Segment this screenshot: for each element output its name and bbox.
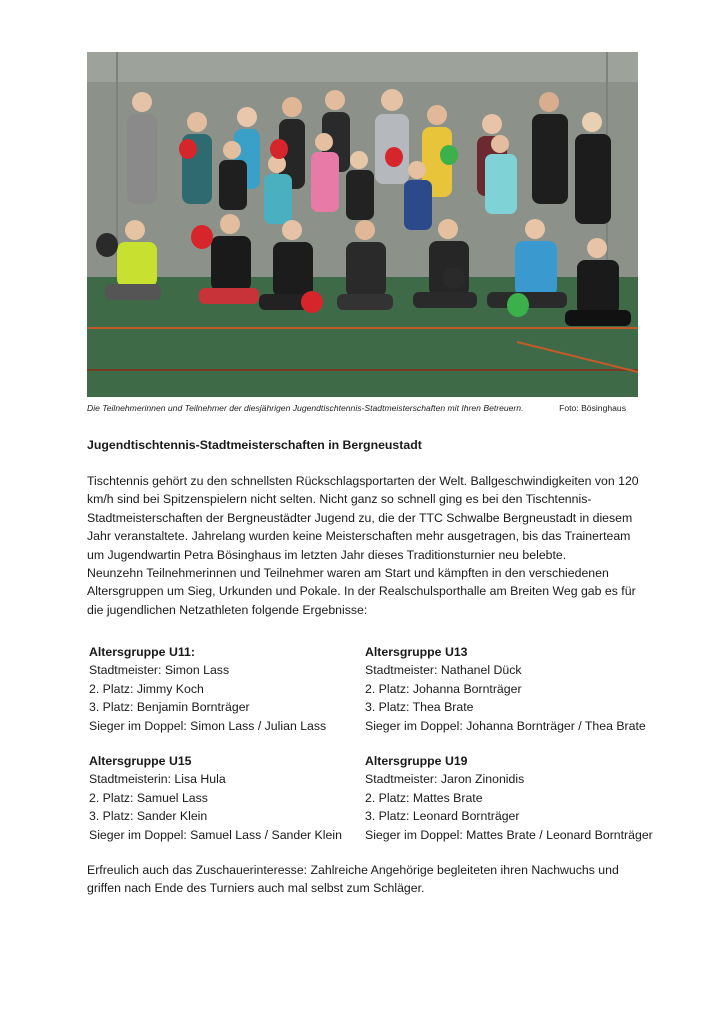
photo-caption xyxy=(87,403,638,414)
u13-champion: Stadtmeister: Nathanel Dück xyxy=(365,663,522,678)
group-photo-illustration xyxy=(87,52,638,397)
article-intro xyxy=(87,472,647,619)
second-paragraph: Neunzehn Teilnehmerinnen und Teilnehmer waren am Start und kämpften in den verschiedenen Altersgruppen um Sieg, Urkunden und Pokale. In der Realschulsporthalle am Breiten Weg gab es für die jugendlichen Netzathleten folgende Ergebnisse: xyxy=(87,566,636,617)
u11-heading: Altersgruppe U11: xyxy=(89,645,195,659)
u15-third: 3. Platz: Sander Klein xyxy=(89,809,208,824)
intro-paragraph: Tischtennis gehört zu den schnellsten Rückschlagsportarten der Welt. Ballgeschwindigkeiten von 120 km/h sind bei Spitzenspielern nicht selten. Nicht ganz so schnell ging es bei den Tischtennis-Stadtmeisterschaften der Bergneustädter Jugend zu, die der TTC Schwalbe Bergneustadt in diesem Jahr veranstaltete. Jahrelang wurden keine Meisterschaften mehr ausgetragen, bis das Trainerteam um Jugendwartin Petra Bösinghaus im letzten Jahr dieses Traditionsturnier neu belebte. xyxy=(87,474,639,562)
group-photo xyxy=(87,52,638,397)
u15-second: 2. Platz: Samuel Lass xyxy=(89,790,208,805)
results-u11 xyxy=(89,643,389,735)
u19-third: 3. Platz: Leonard Bornträger xyxy=(365,809,520,824)
u13-second: 2. Platz: Johanna Bornträger xyxy=(365,681,522,696)
u13-third: 3. Platz: Thea Brate xyxy=(365,700,474,715)
results-u15 xyxy=(89,752,389,844)
u15-champion: Stadtmeisterin: Lisa Hula xyxy=(89,772,226,787)
u19-second: 2. Platz: Mattes Brate xyxy=(365,790,483,805)
u11-champion: Stadtmeister: Simon Lass xyxy=(89,663,230,678)
u19-doubles: Sieger im Doppel: Mattes Brate / Leonard Bornträger xyxy=(365,827,653,842)
u11-second: 2. Platz: Jimmy Koch xyxy=(89,681,204,696)
caption-text: Die Teilnehmerinnen und Teilnehmer der diesjährigen Jugendtischtennis-Stadtmeisterschaften mit Ihren Betreuern. xyxy=(87,403,524,413)
u11-doubles: Sieger im Doppel: Simon Lass / Julian Lass xyxy=(89,718,327,733)
u11-third: 3. Platz: Benjamin Bornträger xyxy=(89,700,250,715)
u19-heading: Altersgruppe U19 xyxy=(365,754,468,768)
photo-credit: Foto: Bösinghaus xyxy=(559,403,626,413)
results-u19 xyxy=(365,752,665,844)
u15-heading: Altersgruppe U15 xyxy=(89,754,192,768)
results-u13 xyxy=(365,643,665,735)
u19-champion: Stadtmeister: Jaron Zinonidis xyxy=(365,772,525,787)
article-title: Jugendtischtennis-Stadtmeisterschaften in Bergneustadt xyxy=(87,438,422,452)
closing-paragraph: Erfreulich auch das Zuschauerinteresse: Zahlreiche Angehörige begleiteten ihren Nachwuchs und griffen nach Ende des Turniers auch mal selbst zum Schläger. xyxy=(87,863,619,896)
u13-heading: Altersgruppe U13 xyxy=(365,645,468,659)
u15-doubles: Sieger im Doppel: Samuel Lass / Sander Klein xyxy=(89,827,342,842)
u13-doubles: Sieger im Doppel: Johanna Bornträger / Thea Brate xyxy=(365,718,646,733)
